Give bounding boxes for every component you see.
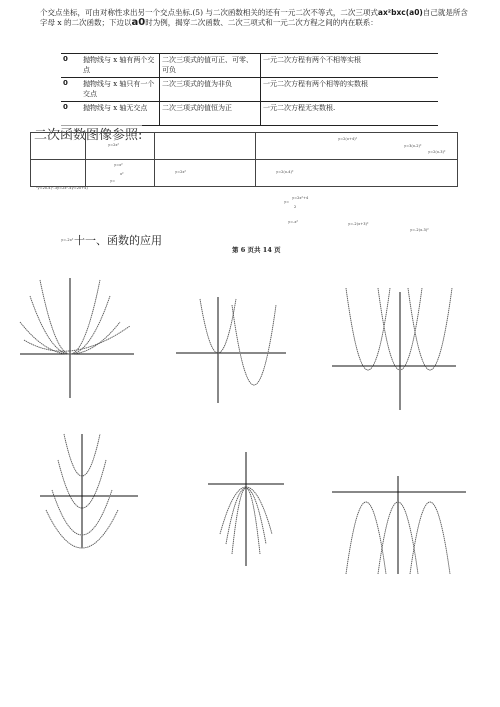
intro-line-2 [40,18,378,27]
graphs-heading: 二次函数图像参照: [34,124,142,143]
trinomial-cell: 二次三项式的值为非负 [160,78,261,102]
label: y=2(x+4)² [338,137,358,141]
label: y= [110,179,116,183]
intro-tail: 自己就是所含 [422,8,468,17]
sign-cell: 0 [61,102,81,126]
parabola-curve [346,288,390,370]
table-row [61,54,438,78]
graph-cell: 抛物线与 x 轴只有一个交点 [81,78,160,102]
parabola-curve [410,502,450,574]
parabola-plot-4 [38,430,148,550]
label: y=2x² [108,143,119,147]
label: y=x² [114,163,123,167]
graph-reference-table [30,132,458,187]
intro-text-2: 字母 x 的二次函数；下边以 [40,18,132,27]
relation-table [61,53,438,126]
parabola-plot-2 [174,285,294,405]
section-title: 十一、函数的应用 [74,234,162,247]
label: y=3(x-2)² [404,144,422,148]
parabola-plot-5 [206,448,286,568]
stray-label: ²y=2x-4(²-3y=2x²-4y=2x+4) [36,186,88,190]
parabola-curve [232,305,276,385]
equation-cell: 一元二次方程有两个相等的实数根 [261,78,439,102]
sign-cell: 0 [61,78,81,102]
stray-label: y=-2(x+3)² [348,222,369,226]
graph-cell: 抛物线与 x 轴有两个交点 [81,54,160,78]
parabola-plot-3 [330,282,460,412]
label: x² [120,172,124,176]
table-row [61,78,438,102]
stray-label: y=-x² [288,220,299,224]
stray-label: y=-2(x-3)² [410,228,429,232]
equation-cell: 一元二次方程有两个不相等实根 [261,54,439,78]
parabola-plot-1 [18,270,148,400]
formula: ax²bxc(a0) [377,8,423,17]
a0-symbol: a0 [131,17,146,28]
equation-cell: 一元二次方程无实数根. [261,102,439,126]
stray-label: y=2x²+4 [292,196,309,200]
label: y=2x² [175,170,186,174]
label: y=2(x-3)² [428,150,446,154]
parabola-plot-6 [330,470,470,580]
sign-cell: 0 [61,54,81,78]
stray-label: 2 [294,205,297,209]
stray-label: y= [284,200,290,204]
intro-tail-2: 时为例，揭穿二次函数、二次三项式和一元二次方程之间的内在联系： [145,18,378,27]
page-indicator: 第 6 页共 14 页 [232,246,281,254]
parabola-curve [408,288,452,370]
stray-label: y=-2x² [61,238,74,242]
graph-cell: 抛物线与 x 轴无交点 [81,102,160,126]
label: y=2(x-4)² [276,170,294,174]
intro-line-1 [40,8,468,17]
table-row [61,102,438,126]
intro-text: 个交点坐标，可由对称性求出另一个交点坐标.(5) 与二次函数相关的还有一元二次不等式，二次三项式 [40,8,378,17]
trinomial-cell: 二次三项式的值可正、可零、可负 [160,54,261,78]
trinomial-cell: 二次三项式的值恒为正 [160,102,261,126]
